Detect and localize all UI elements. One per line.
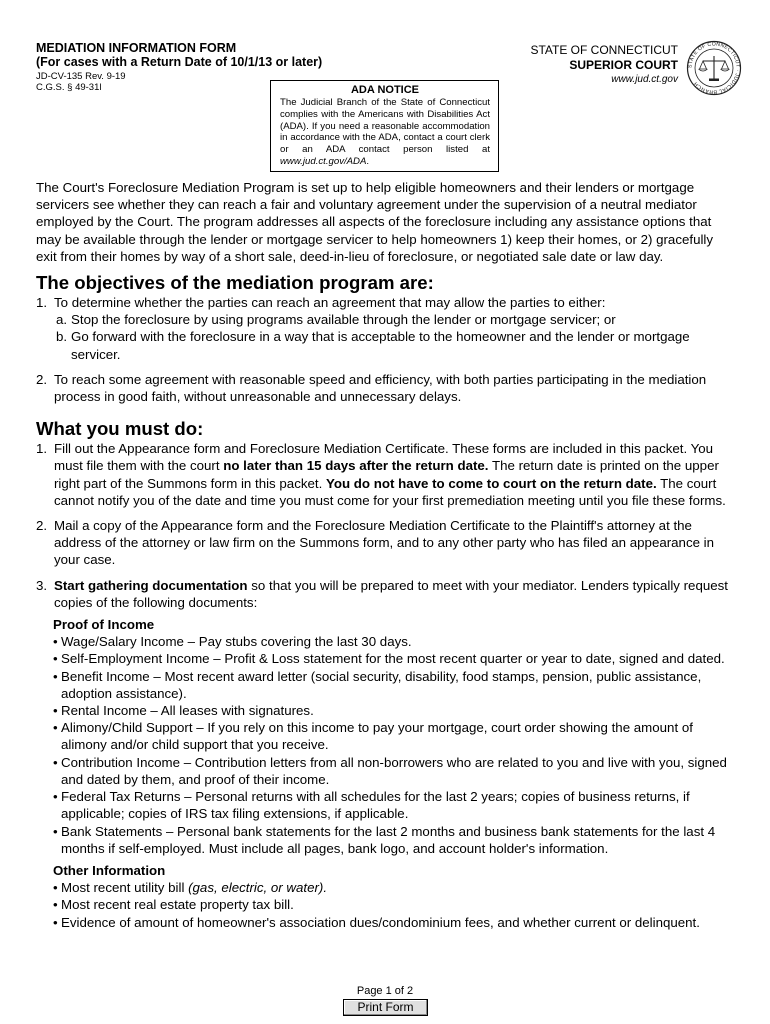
svg-text:STATE OF CONNECTICUT · JUDICIA: STATE OF CONNECTICUT · JUDICIAL BRANCH [687,41,741,95]
list-item: • Evidence of amount of homeowner's association dues/condominium fees, and whether current or delinquent. [53,914,700,930]
ada-notice [270,80,499,172]
item-number: 2. [36,371,48,387]
list-item: • Rental Income – All leases with signatures. [53,703,314,719]
list-item: • Most recent real estate property tax bill. [53,897,294,913]
must-do-item [36,440,736,509]
item-number: 2. [36,518,48,534]
subitem-text: Go forward with the foreclosure in a way that is acceptable to the homeowner and the lender or mortgage servicer. [71,329,690,362]
list-item: • Alimony/Child Support – If you rely on this income to pay your mortgage, court order showing the amount of alimony and/or child support that you receive. [53,720,693,753]
objectives-heading: The objectives of the mediation program are: [36,272,434,294]
judicial-seal-icon [686,40,742,96]
state-name: STATE OF CONNECTICUT [530,43,678,57]
form-number: JD-CV-135 Rev. 9-19 [36,71,126,82]
subitem-text: Stop the foreclosure by using programs available through the lender or mortgage servicer; or [71,312,616,328]
list-item: • Benefit Income – Most recent award letter (social security, disability, food stamps, pension, public assistance, adoption assistance). [53,668,702,701]
form-title: MEDIATION INFORMATION FORM [36,41,237,55]
statute: C.G.S. § 49-31l [36,82,102,93]
intro-paragraph: The Court's Foreclosure Mediation Program is set up to help eligible homeowners and their lenders or mortgage servicers see whether they can reach a fair and voluntary agreement under the supervision of a neutral mediator employed by the Court. The program addresses all aspects of the foreclosure including any assistance options that may be available through the lender or mortgage servicer to help homeowners 1) keep their homes, or 2) gracefully exit from their homes by way of a short sale, deed-in-lieu of foreclosure, or negotiated sale date or law day. [36,180,714,264]
list-item: • Most recent utility bill (gas, electric, or water). [53,880,328,896]
list-item: • Federal Tax Returns – Personal returns with all schedules for the last 2 years; copies of business returns, if applicable; copies of IRS tax filing extensions, if applicable. [53,789,690,822]
item-text: To reach some agreement with reasonable speed and efficiency, with both parties participating in the mediation process in good faith, without unreasonable and unnecessary delays. [54,371,707,405]
court-name: SUPERIOR COURT [569,58,678,72]
page-number: Page 1 of 2 [356,985,414,997]
subitem-letter: a. [56,312,68,328]
item-number: 1. [36,295,48,311]
item-text: Mail a copy of the Appearance form and the Foreclosure Mediation Certificate to the Plaintiff's attorney at the address of the attorney or law firm on the Summons form, and to any other party who has filed an appearance in your case. [54,518,715,568]
ada-link[interactable]: www.jud.ct.gov/ADA [280,155,367,167]
ada-notice-title: ADA NOTICE [350,84,420,96]
objective-item [36,294,736,311]
objective-subitem [36,311,736,328]
list-item: • Contribution Income – Contribution letters from all non-borrowers who are related to you and live with you, signed and dated by them, and proof of their income. [53,754,727,787]
form-subtitle: (For cases with a Return Date of 10/1/13 or later) [36,55,323,69]
ada-notice-body [280,97,490,168]
court-header [530,43,678,87]
proof-of-income-heading: Proof of Income [53,617,155,633]
must-do-heading: What you must do: [36,418,204,440]
objective-item [36,371,736,405]
website: www.jud.ct.gov [611,74,678,85]
item-number: 1. [36,441,48,457]
item-text: Start gathering documentation so that you will be prepared to meet with your mediator. Lenders typically request copies of the following documents: [54,577,728,610]
main-content [36,179,736,931]
print-form-button[interactable]: Print Form [343,999,428,1016]
objective-subitem [36,328,736,362]
subitem-letter: b. [56,329,68,345]
list-item: • Bank Statements – Personal bank statements for the last 2 months and business bank statements for the last 4 months if self-employed. Must include all pages, bank logo, and account holder's information. [53,823,716,856]
list-item: • Wage/Salary Income – Pay stubs covering the last 30 days. [53,634,412,650]
ada-text: The Judicial Branch of the State of Connecticut complies with the Americans with Disabilities Act (ADA). If you need a reasonable accommodation in accordance with the ADA, contact a court clerk or an ADA contact person listed at [280,97,490,156]
ada-text-end: . [366,155,370,167]
list-item: • Self-Employment Income – Profit & Loss statement for the most recent quarter or year to date, signed and dated. [53,651,725,667]
item-text: Fill out the Appearance form and Foreclosure Mediation Certificate. These forms are included in this packet. You must file them with the court no later than 15 days after the return date. The return date is printed on the upper right part of the Summons form in this packet. You do not have to come to court on the return date. The court cannot notify you of the date and time you must come for your first premediation meeting until you file these forms. [54,441,726,508]
must-do-item [36,517,736,569]
must-do-item [36,577,736,611]
other-information-heading: Other Information [53,862,166,878]
item-number: 3. [36,577,48,593]
item-text: To determine whether the parties can reach an agreement that may allow the parties to either: [54,295,606,311]
